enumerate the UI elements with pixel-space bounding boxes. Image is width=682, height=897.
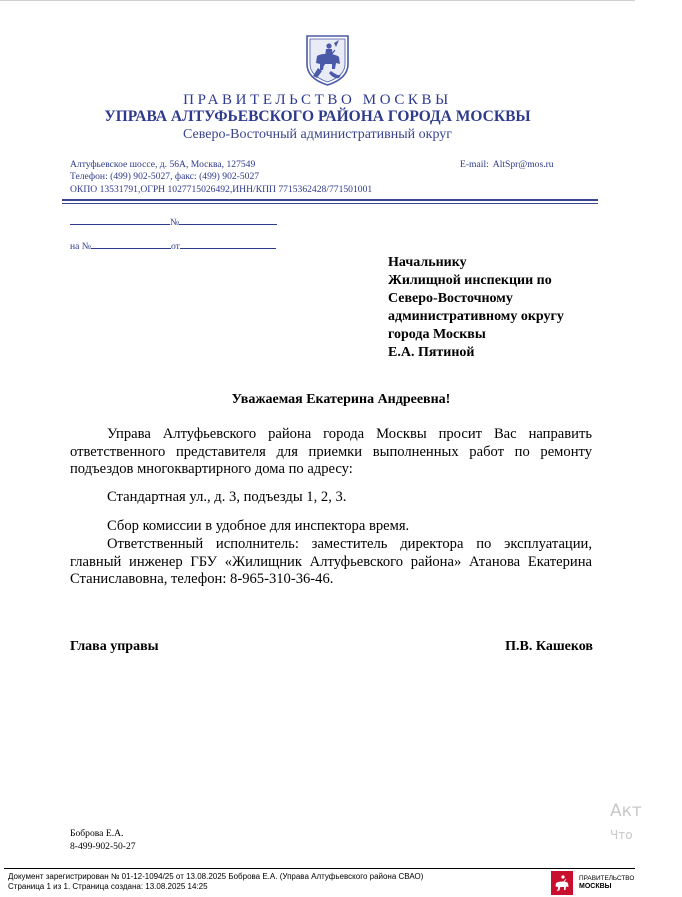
date-blank bbox=[70, 217, 170, 225]
addressee-line: Начальнику bbox=[388, 255, 467, 270]
logo-text bbox=[579, 875, 634, 890]
addressee-line: административному округу bbox=[388, 309, 564, 324]
letter-address: Стандартная ул., д. 3, подъезды 1, 2, 3. bbox=[107, 489, 347, 505]
contact-block bbox=[70, 159, 372, 196]
moscow-coat-of-arms-icon bbox=[551, 871, 573, 895]
footer-registration-line: Документ зарегистрирован № 01-12-1094/25 от 13.08.2025 Боброва Е.А. (Управа Алтуфьевского района СВАО) bbox=[8, 872, 424, 881]
registration-number-line bbox=[70, 217, 277, 228]
addressee-line: Жилищной инспекции по bbox=[388, 273, 552, 288]
reply-to-label: на № bbox=[70, 241, 91, 252]
signatory-title: Глава управы bbox=[70, 639, 159, 654]
phone-line: Телефон: (499) 902-5027, факс: (499) 902-5027 bbox=[70, 171, 260, 183]
number-sign: № bbox=[170, 217, 180, 228]
activation-watermark-subtext: Что bbox=[610, 828, 633, 842]
addressee-line: Е.А. Пятиной bbox=[388, 345, 475, 360]
executor-phone: 8-499-902-50-27 bbox=[70, 840, 136, 852]
from-label: от bbox=[170, 241, 180, 252]
letter-paragraph: Ответственный исполнитель: заместитель директора по эксплуатации, главный инженер ГБУ «Жилищник Алтуфьевского района» Атанова Екатерина Станиславовна, телефон: 8-965-310-36-46. bbox=[70, 536, 592, 588]
district-name: Северо-Восточный административный округ bbox=[182, 127, 453, 142]
codes-line: ОКПО 13531791,ОГРН 1027715026492,ИНН/КПП 7715362428/771501001 bbox=[70, 183, 373, 195]
reply-reference-line bbox=[70, 241, 276, 252]
reply-date-blank bbox=[180, 241, 276, 249]
addressee-line: города Москвы bbox=[388, 327, 486, 342]
moscow-coat-of-arms-icon bbox=[305, 34, 350, 86]
header-divider bbox=[62, 199, 598, 201]
moscow-government-logo bbox=[551, 871, 635, 895]
header-divider-thin bbox=[62, 203, 598, 204]
email-value[interactable]: AltSpr@mos.ru bbox=[492, 159, 554, 170]
organization-name: УПРАВА АЛТУФЬЕВСКОГО РАЙОНА ГОРОДА МОСКВЫ bbox=[104, 108, 531, 125]
logo-text-line-bold: МОСКВЫ bbox=[579, 882, 612, 890]
letter-paragraph: Управа Алтуфьевского района города Москвы просит Вас направить ответственного представителя для приемки выполненных работ по ремонту подъездов многоквартирного дома по адресу: bbox=[70, 426, 592, 478]
address-line: Алтуфьевское шоссе, д. 56А, Москва, 127549 bbox=[70, 159, 256, 170]
email-label: E-mail: bbox=[460, 159, 489, 170]
addressee-block bbox=[388, 254, 564, 362]
activation-watermark: Акт bbox=[610, 801, 642, 821]
reply-number-blank bbox=[91, 241, 171, 249]
registration-footer bbox=[8, 872, 423, 891]
executor-name: Боброва Е.А. bbox=[70, 828, 124, 839]
executor-block bbox=[70, 828, 136, 853]
salutation: Уважаемая Екатерина Андреевна! bbox=[231, 392, 451, 407]
footer-page-line: Страница 1 из 1. Страница создана: 13.08.2025 14:25 bbox=[8, 881, 208, 891]
letter-paragraph: Сбор комиссии в удобное для инспектора время. bbox=[107, 518, 410, 534]
footer-divider bbox=[4, 868, 635, 869]
addressee-line: Северо-Восточному bbox=[388, 291, 513, 306]
page-top-border bbox=[0, 0, 635, 1]
number-blank bbox=[179, 217, 277, 225]
signatory-name: П.В. Кашеков bbox=[505, 639, 593, 654]
logo-text-line: ПРАВИТЕЛЬСТВО bbox=[579, 875, 635, 882]
government-title: ПРАВИТЕЛЬСТВО МОСКВЫ bbox=[183, 92, 452, 108]
email-block bbox=[460, 159, 554, 170]
